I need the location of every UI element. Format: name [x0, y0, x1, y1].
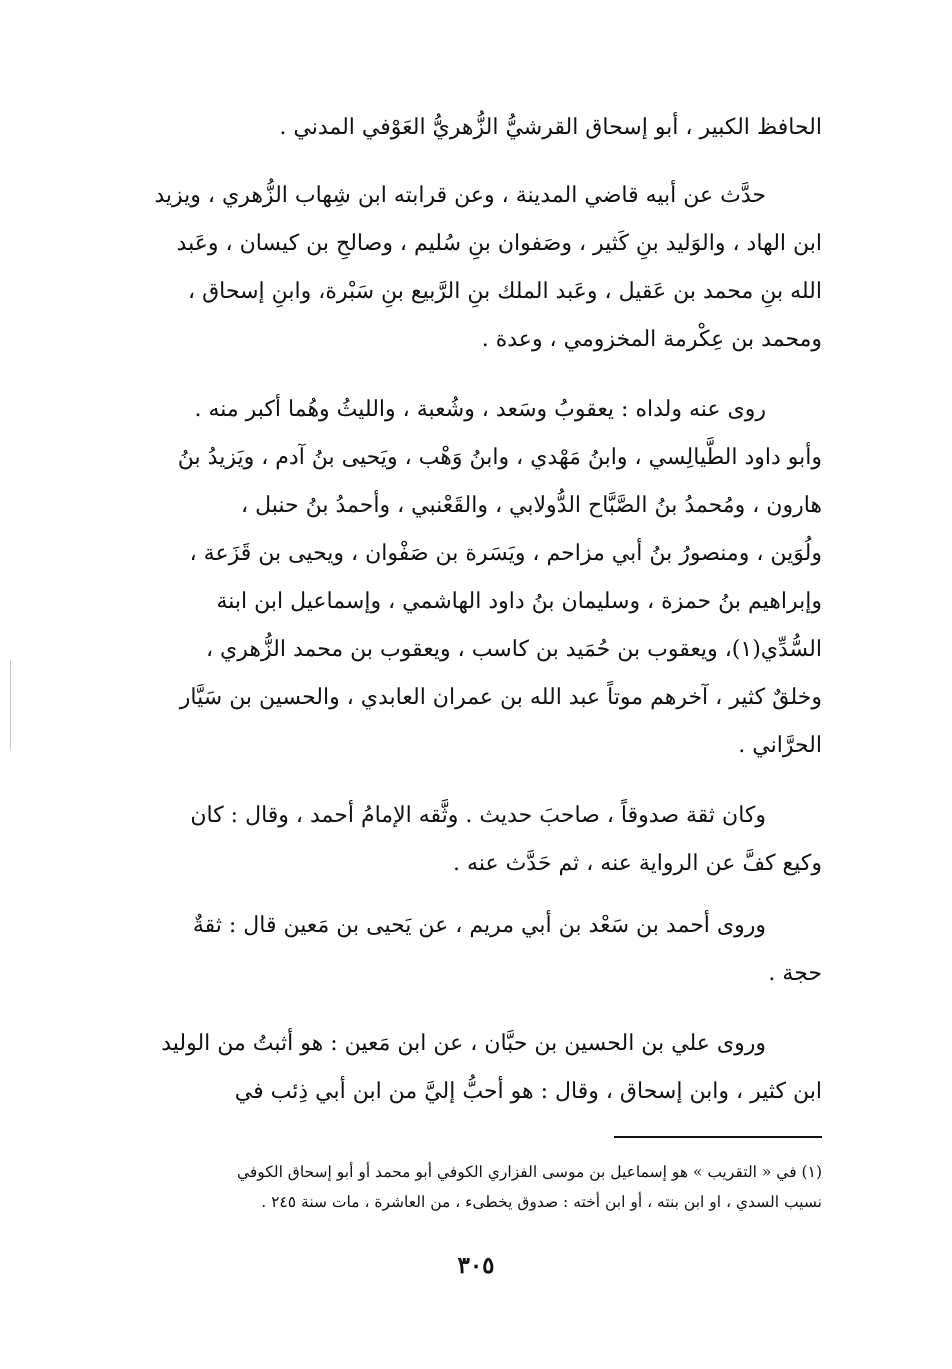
footnote-line: (١) في « التقريب » هو إسماعيل بن موسى الفزاري الكوفي أبو محمد أو أبو إسحاق الكوفي [236, 1163, 822, 1181]
text-line: ومحمد بن عِكْرمة المخزومي ، وعدة . [481, 327, 822, 352]
text-line: وخلقٌ كثير ، آخرهم موتاً عبد الله بن عمران العابدي ، والحسين بن سَيَّار [179, 685, 822, 710]
paragraph-ibn-maein [134, 902, 822, 998]
text-line: روى عنه ولداه : يعقوبُ وسَعد ، وشُعبة ، والليثُ وهُما أكبر منه . [194, 397, 766, 422]
paragraph-teachers [134, 172, 822, 364]
text-line: وروى أحمد بن سَعْد بن أبي مريم ، عن يَحيى بن مَعين قال : ثقةٌ [192, 913, 766, 938]
text-line-with-footnote-ref: السُّدِّي(١)، ويعقوب بن حُمَيد بن كاسب ، ويعقوب بن محمد الزُّهري ، [205, 637, 822, 662]
text-line: الحافظ الكبير ، أبو إسحاق القرشيُّ الزُّهريُّ العَوْفي المدني . [279, 115, 822, 140]
scan-margin-mark [10, 660, 11, 750]
text-line: حدَّث عن أبيه قاضي المدينة ، وعن قرابته ابن شِهاب الزُّهري ، ويزيد [154, 183, 766, 208]
footnote-line: نسيب السدي ، او ابن بنته ، أو ابن أخته : صدوق يخطىء ، من العاشرة ، مات سنة ٢٤٥ . [261, 1193, 822, 1211]
text-line: حجة . [768, 961, 822, 986]
text-line: الحرَّاني . [738, 733, 822, 758]
text-line: ابن كثير ، وابن إسحاق ، وقال : هو أحبُّ إليَّ من ابن أبي ذِئب في [234, 1079, 822, 1104]
text-line: هارون ، ومُحمدُ بنُ الصَّبَّاح الدُّولابي ، والقَعْنبي ، وأحمدُ بنُ حنبل ، [240, 493, 822, 518]
paragraph-ibn-hibban [134, 1020, 822, 1116]
text-line: وكان ثقة صدوقاً ، صاحبَ حديث . وثَّقه الإمامُ أحمد ، وقال : كان [190, 803, 766, 828]
text-line: وأبو داود الطَّيالِسي ، وابنُ مَهْدي ، وابنُ وَهْب ، ويَحيى بنُ آدم ، ويَزيدُ بنُ [177, 445, 822, 470]
text-line: ابن الهاد ، والوَليد بنِ كَثير ، وصَفوان بنِ سُليم ، وصالحِ بن كيسان ، وعَبد [176, 231, 822, 256]
text-line: ولُوَين ، ومنصورُ بنُ أبي مزاحم ، ويَسَرة بن صَفْوان ، ويحيى بن قَزَعة ، [189, 541, 822, 566]
paragraph-reliability [134, 792, 822, 888]
text-line: وكيع كفَّ عن الرواية عنه ، ثم حَدَّث عنه . [453, 851, 822, 876]
text-line: وروى علي بن الحسين بن حبَّان ، عن ابن مَعين : هو أثبتُ من الوليد [161, 1031, 766, 1056]
paragraph-heading-line [134, 104, 822, 152]
text-line: الله بنِ محمد بن عَقيل ، وعَبد الملك بنِ الرَّبيع بنِ سَبْرة، وابنِ إسحاق ، [188, 279, 822, 304]
footnote-separator [614, 1136, 822, 1138]
footnote [134, 1157, 822, 1217]
text-line: وإبراهيم بنُ حمزة ، وسليمان بنُ داود الهاشمي ، وإسماعيل ابن ابنة [216, 589, 822, 614]
main-text [134, 104, 822, 1116]
paragraph-students [134, 386, 822, 770]
page-number: ٣٠٥ [457, 1252, 495, 1279]
